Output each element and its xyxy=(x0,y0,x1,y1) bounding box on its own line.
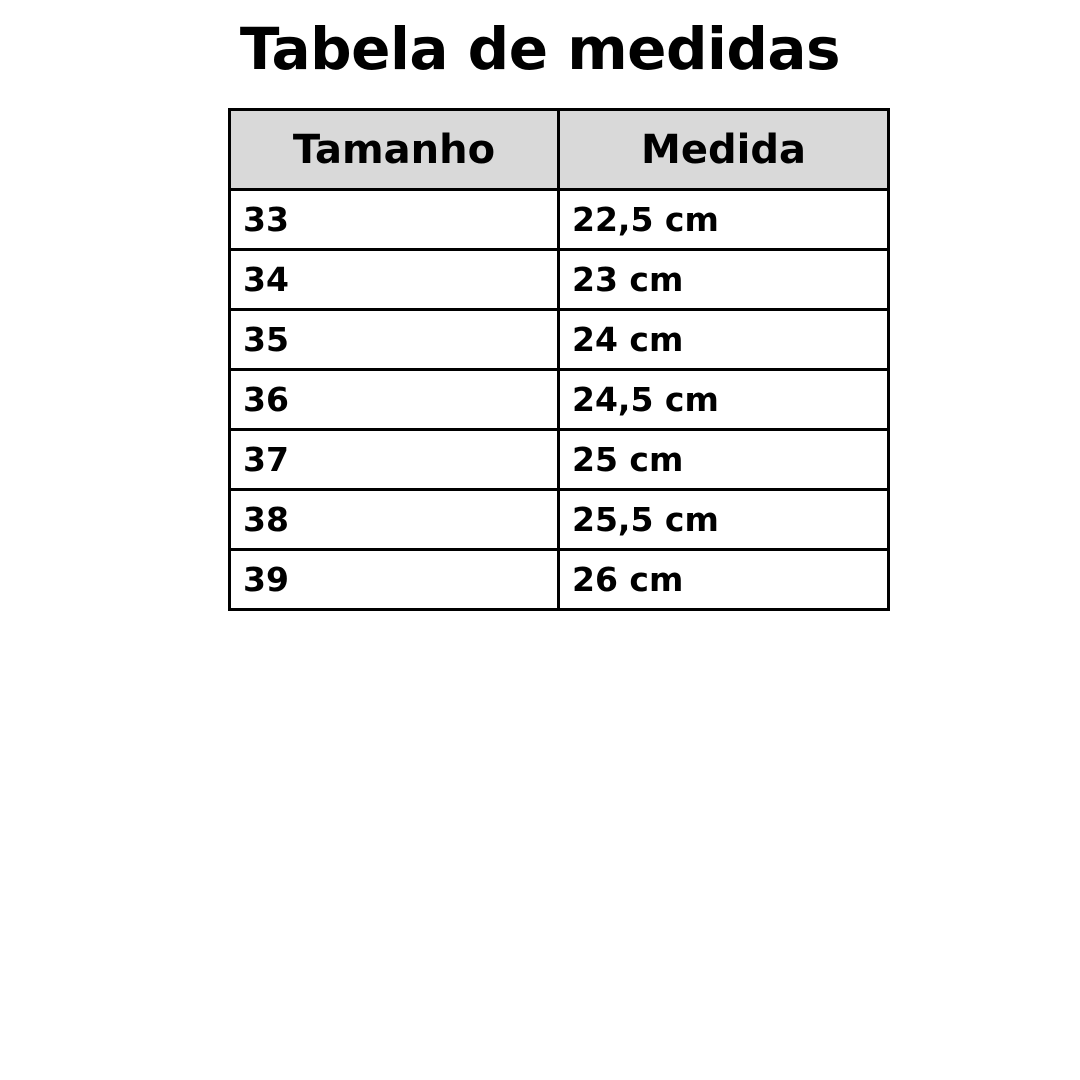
table-row xyxy=(230,190,889,250)
size-table-head xyxy=(230,110,889,190)
size-table-container xyxy=(228,108,887,611)
cell-measure: 23 cm xyxy=(559,250,889,310)
table-row xyxy=(230,490,889,550)
column-header-size: Tamanho xyxy=(230,110,559,190)
page-title: Tabela de medidas xyxy=(239,15,841,83)
cell-measure: 26 cm xyxy=(559,550,889,610)
column-header-measure: Medida xyxy=(559,110,889,190)
cell-size: 33 xyxy=(230,190,559,250)
cell-size: 36 xyxy=(230,370,559,430)
size-table-body xyxy=(230,190,889,610)
cell-size: 38 xyxy=(230,490,559,550)
cell-size: 39 xyxy=(230,550,559,610)
table-row xyxy=(230,370,889,430)
size-table xyxy=(228,108,890,611)
cell-measure: 24 cm xyxy=(559,310,889,370)
table-row xyxy=(230,550,889,610)
cell-measure: 22,5 cm xyxy=(559,190,889,250)
table-row xyxy=(230,310,889,370)
cell-measure: 24,5 cm xyxy=(559,370,889,430)
table-row xyxy=(230,430,889,490)
cell-measure: 25 cm xyxy=(559,430,889,490)
cell-size: 34 xyxy=(230,250,559,310)
cell-size: 35 xyxy=(230,310,559,370)
table-row xyxy=(230,250,889,310)
table-header-row xyxy=(230,110,889,190)
cell-measure: 25,5 cm xyxy=(559,490,889,550)
cell-size: 37 xyxy=(230,430,559,490)
